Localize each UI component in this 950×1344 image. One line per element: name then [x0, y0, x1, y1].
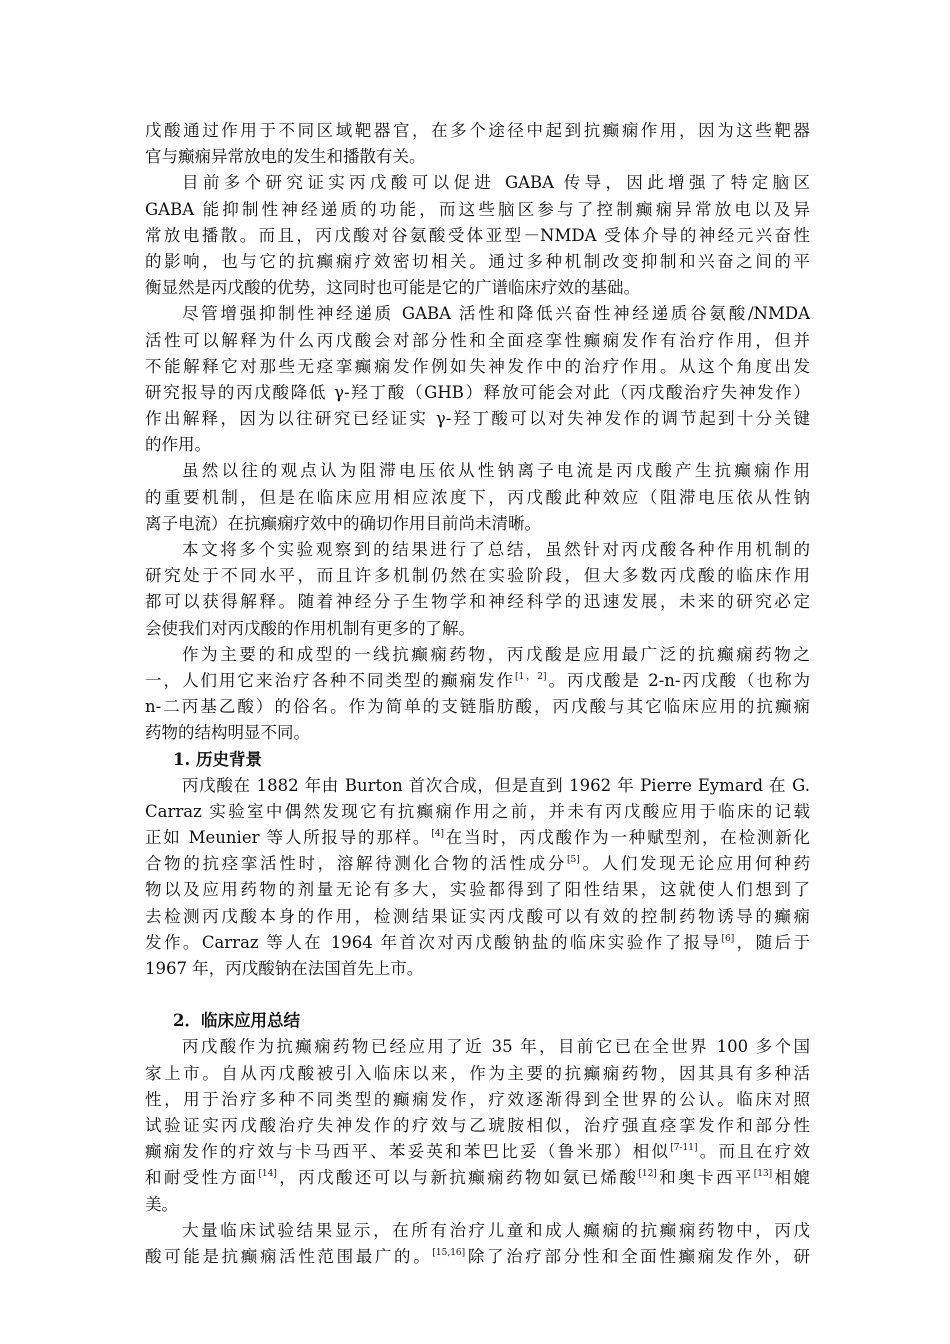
text-line: 虽然以往的观点认为阻滞电压依从性钠离子电流是丙戊酸产生抗癫痫作用	[182, 461, 810, 481]
text-line: 大量临床试验结果显示，在所有治疗儿童和成人癫痫的抗癫痫药物中，丙戊	[182, 1220, 810, 1240]
citation-marker: [12]	[638, 1169, 657, 1180]
text-line: 性，用于治疗多种不同类型的癫痫发作，疗效逐渐得到全世界的公认。临床对照	[145, 1089, 810, 1109]
citation-marker: [13]	[753, 1169, 773, 1180]
text-line: 发作。Carraz 等人在 1964 年首次对丙戊酸钠盐的临床实验作了报导[6]，随后于	[145, 932, 810, 952]
text-line: 试验证实丙戊酸治疗失神发作的疗效与乙琥胺相似，治疗强直痉挛发作和部分性	[145, 1115, 810, 1135]
citation-marker: [1，2]	[515, 671, 547, 682]
text-line: 活性可以解释为什么丙戊酸会对部分性和全面痉挛性癫痫发作有治疗作用，但并	[145, 330, 810, 350]
blank-line	[145, 982, 810, 1008]
text-line	[145, 982, 810, 1008]
text-line: 不能解释它对那些无痉挛癫痫发作例如失神发作中的治疗作用。从这个角度出发	[145, 356, 810, 376]
text-line: 癫痫发作的疗效与卡马西平、苯妥英和苯巴比妥（鲁米那）相似[7-11]。而且在疗效	[145, 1142, 810, 1162]
text-line: 作为主要的和成型的一线抗癫痫药物，丙戊酸是应用最广泛的抗癫痫药物之	[182, 644, 810, 664]
section-heading	[145, 747, 810, 773]
text-line: Carraz 实验室中偶然发现它有抗癫痫作用之前，并未有丙戊酸应用于临床的记载	[145, 801, 810, 821]
text-line: n-二丙基乙酸）的俗名。作为简单的支链脂肪酸，丙戊酸与其它临床应用的抗癫痫	[145, 697, 810, 717]
paragraph	[145, 1218, 810, 1270]
paragraph	[145, 170, 810, 301]
text-line: 常放电播散。而且，丙戊酸对谷氨酸受体亚型－NMDA 受体介导的神经元兴奋性	[145, 225, 810, 245]
text-line: 美。	[145, 1194, 178, 1214]
citation-marker: [5]	[567, 855, 580, 866]
paragraph	[145, 1034, 810, 1217]
citation-marker: [6]	[721, 933, 735, 944]
citation-marker: [4]	[431, 829, 444, 840]
text-line: 正如 Meunier 等人所报导的那样。[4]在当时，丙戊酸作为一种赋型剂，在检测新化	[145, 828, 810, 848]
text-line: 酸可能是抗癫痫活性范围最广的。[15,16]除了治疗部分性和全面性癫痫发作外，研	[145, 1246, 810, 1266]
text-line: 本文将多个实验观察到的结果进行了总结，虽然针对丙戊酸各种作用机制的	[182, 540, 810, 559]
text-line: 衡显然是丙戊酸的优势，这同时也可能是它的广谱临床疗效的基础。	[145, 278, 640, 298]
text-line: 会使我们对丙戊酸的作用机制有更多的了解。	[145, 618, 475, 638]
text-line: 研究报导的丙戊酸降低 γ-羟丁酸（GHB）释放可能会对此（丙戊酸治疗失神发作）	[145, 382, 810, 402]
citation-marker: [15,16]	[432, 1247, 466, 1258]
text-line: 都可以获得解释。随着神经分子生物学和神经科学的迅速发展，未来的研究必定	[145, 592, 810, 612]
text-line: 目前多个研究证实丙戊酸可以促进 GABA 传导，因此增强了特定脑区	[182, 173, 810, 193]
text-line: 的作用。	[145, 435, 211, 455]
text-line: 1967 年，丙戊酸钠在法国首先上市。	[145, 959, 424, 978]
paragraph	[145, 773, 810, 983]
text-line: 2．临床应用总结	[173, 1011, 300, 1031]
document-body	[145, 118, 810, 1270]
text-line: 的重要机制，但是在临床应用相应浓度下，丙戊酸此种效应（阻滞电压依从性钠	[145, 487, 810, 507]
text-line: 和耐受性方面[14]，丙戊酸还可以与新抗癫痫药物如氨已烯酸[12]和奥卡西平[13]相媲	[145, 1168, 810, 1188]
text-line: GABA 能抑制性神经递质的功能，而这些脑区参与了控制癫痫异常放电以及异	[145, 199, 810, 219]
citation-marker: [14]	[258, 1169, 277, 1180]
paragraph	[145, 537, 810, 642]
text-line: 离子电流）在抗癫痫疗效中的确切作用目前尚未清晰。	[145, 513, 541, 533]
text-line: 1. 历史背景	[173, 749, 262, 769]
text-line: 合物的抗痉挛活性时，溶解待测化合物的活性成分[5]。人们发现无论应用何种药	[145, 854, 810, 874]
text-line: 的影响，也与它的抗癫痫疗效密切相关。通过多种机制改变抑制和兴奋之间的平	[145, 251, 810, 271]
text-line: 丙戊酸在 1882 年由 Burton 首次合成，但是直到 1962 年 Pierre Eymard 在 G.	[182, 775, 810, 795]
text-line: 丙戊酸作为抗癫痫药物已经应用了近 35 年，目前它已在全世界 100 多个国	[182, 1037, 810, 1057]
text-line: 戊酸通过作用于不同区域靶器官，在多个途径中起到抗癫痫作用，因为这些靶器	[145, 121, 810, 140]
paragraph	[145, 118, 810, 170]
paragraph	[145, 301, 810, 458]
text-line: 物以及应用药物的剂量无论有多大，实验都得到了阳性结果，这就使人们想到了	[145, 880, 810, 900]
text-line: 一，人们用它来治疗各种不同类型的癫痫发作[1，2]。丙戊酸是 2-n-丙戊酸（也称为	[145, 670, 810, 690]
text-line: 研究处于不同水平，而且许多机制仍然在实验阶段，但大多数丙戊酸的临床作用	[145, 566, 810, 586]
text-line: 尽管增强抑制性神经递质 GABA 活性和降低兴奋性神经递质谷氨酸/NMDA	[182, 304, 810, 324]
citation-marker: [7-11]	[670, 1143, 698, 1154]
paragraph	[145, 642, 810, 747]
paragraph	[145, 458, 810, 537]
text-line: 官与癫痫异常放电的发生和播散有关。	[145, 147, 426, 167]
text-line: 家上市。自从丙戊酸被引入临床以来，作为主要的抗癫痫药物，因其具有多种活	[145, 1063, 810, 1083]
text-line: 去检测丙戊酸本身的作用，检测结果证实丙戊酸可以有效的控制药物诱导的癫痫	[145, 906, 810, 926]
text-line: 药物的结构明显不同。	[145, 723, 310, 743]
section-heading	[145, 1008, 810, 1034]
text-line: 作出解释，因为以往研究已经证实 γ-羟丁酸可以对失神发作的调节起到十分关键	[145, 409, 810, 429]
